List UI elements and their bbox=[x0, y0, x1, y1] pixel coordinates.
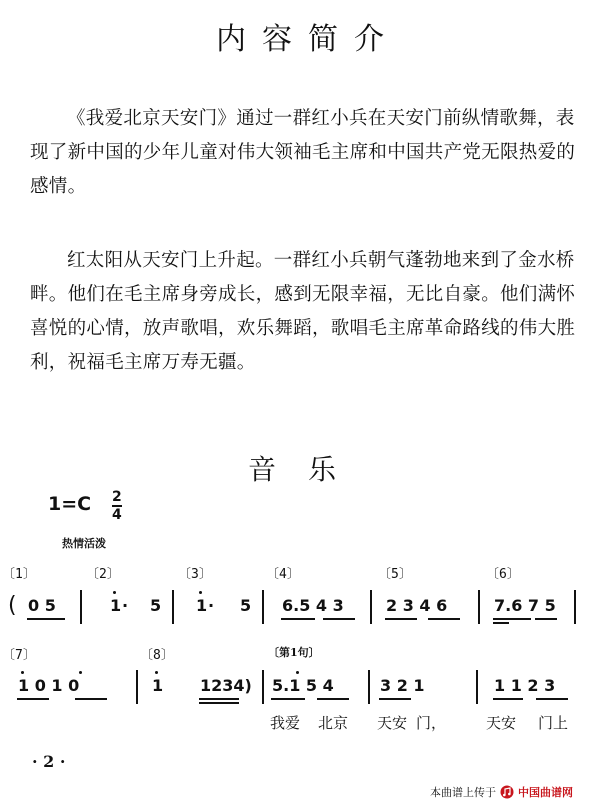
underline bbox=[271, 698, 305, 700]
measure-number: 〔4〕 bbox=[266, 567, 300, 582]
barline bbox=[262, 590, 264, 624]
barline bbox=[476, 670, 478, 704]
intro-paragraph-1 bbox=[30, 102, 586, 204]
lyric: 北京 bbox=[318, 714, 349, 732]
credit-prefix: 本曲谱上传于 bbox=[430, 786, 496, 799]
measure-number: 〔7〕 bbox=[2, 648, 36, 663]
octave-dot bbox=[113, 591, 116, 594]
key-signature: 1=C bbox=[48, 493, 92, 515]
credit-brand[interactable]: 中国曲谱网 bbox=[518, 786, 573, 799]
measure-6-notes: 7.6 7 5 bbox=[494, 596, 556, 615]
barline bbox=[136, 670, 138, 704]
time-signature-bottom: 4 bbox=[112, 506, 122, 523]
measure-number: 〔2〕 bbox=[86, 567, 120, 582]
time-signature-top: 2 bbox=[112, 489, 122, 505]
lyric: 天安 bbox=[377, 714, 408, 732]
measure-2-note-c: 5 bbox=[150, 596, 162, 615]
lyric: 天安 bbox=[486, 714, 517, 732]
underline bbox=[323, 618, 355, 620]
measure-10-notes: 3 2 1 bbox=[380, 676, 425, 695]
barline bbox=[478, 590, 480, 624]
page-title: 内容简介 bbox=[216, 22, 400, 57]
octave-dot bbox=[199, 591, 202, 594]
music-section-title: 音乐 bbox=[247, 453, 368, 486]
underline bbox=[428, 618, 460, 620]
lyric: 门， bbox=[416, 714, 447, 732]
measure-number: 〔3〕 bbox=[178, 567, 212, 582]
octave-dot bbox=[21, 671, 24, 674]
octave-dot bbox=[155, 671, 158, 674]
underline bbox=[199, 702, 239, 704]
underline bbox=[493, 622, 509, 624]
underline bbox=[199, 698, 239, 700]
intro-paragraph-2-text: 红太阳从天安门上升起。一群红小兵朝气蓬勃地来到了金水桥畔。他们在毛主席身旁成长，感到无限幸福，无比自豪。他们满怀喜悦的心情，放声歌唱，欢乐舞蹈，歌唱毛主席革命路线的伟大胜利，祝福毛主席万寿无疆。 bbox=[30, 250, 576, 373]
octave-dot bbox=[296, 671, 299, 674]
tempo-marking: 热情活泼 bbox=[62, 537, 106, 550]
underline bbox=[385, 618, 417, 620]
barline bbox=[80, 590, 82, 624]
underline bbox=[317, 698, 349, 700]
octave-dot bbox=[79, 671, 82, 674]
music-note-logo-icon bbox=[500, 785, 514, 799]
measure-3-dash: · bbox=[208, 596, 215, 615]
measure-11-notes: 1 1 2 3 bbox=[494, 676, 556, 695]
underline bbox=[17, 698, 49, 700]
underline bbox=[536, 698, 568, 700]
barline bbox=[172, 590, 174, 624]
underline bbox=[493, 698, 523, 700]
measure-8-run: 1234) bbox=[200, 676, 252, 695]
open-paren: ( bbox=[8, 593, 17, 618]
intro-paragraph-1-text: 《我爱北京天安门》通过一群红小兵在天安门前纵情歌舞，表现了新中国的少年儿童对伟大领袖毛主席和中国共产党无限热爱的感情。 bbox=[30, 108, 576, 197]
phrase-label: 〔第1句〕 bbox=[268, 646, 320, 659]
measure-number: 〔1〕 bbox=[2, 567, 36, 582]
measure-1-notes: 0 5 bbox=[28, 596, 56, 615]
time-signature bbox=[112, 490, 122, 522]
measure-8-note: 1 bbox=[152, 676, 164, 695]
measure-number: 〔5〕 bbox=[378, 567, 412, 582]
lyric: 门上 bbox=[538, 714, 569, 732]
measure-5-notes: 2 3 4 6 bbox=[386, 596, 448, 615]
measure-9-notes: 5.1 5 4 bbox=[272, 676, 334, 695]
measure-number: 〔6〕 bbox=[486, 567, 520, 582]
measure-7-notes: 1 0 1 0 bbox=[18, 676, 80, 695]
intro-paragraph-2 bbox=[30, 244, 586, 380]
page-number: · 2 · bbox=[32, 752, 66, 771]
underline bbox=[379, 698, 411, 700]
measure-3-note-a: 1 bbox=[196, 596, 208, 615]
underline bbox=[75, 698, 107, 700]
barline bbox=[574, 590, 576, 624]
underline bbox=[281, 618, 315, 620]
barline bbox=[368, 670, 370, 704]
measure-3-note-c: 5 bbox=[240, 596, 252, 615]
barline bbox=[370, 590, 372, 624]
lyric: 我爱 bbox=[270, 714, 301, 732]
measure-2-dash: · bbox=[122, 596, 129, 615]
underline bbox=[535, 618, 557, 620]
underline bbox=[493, 618, 531, 620]
measure-4-notes: 6.5 4 3 bbox=[282, 596, 344, 615]
underline bbox=[27, 618, 65, 620]
source-credit bbox=[430, 784, 573, 800]
measure-number: 〔8〕 bbox=[140, 648, 174, 663]
barline bbox=[262, 670, 264, 704]
measure-2-note-a: 1 bbox=[110, 596, 122, 615]
